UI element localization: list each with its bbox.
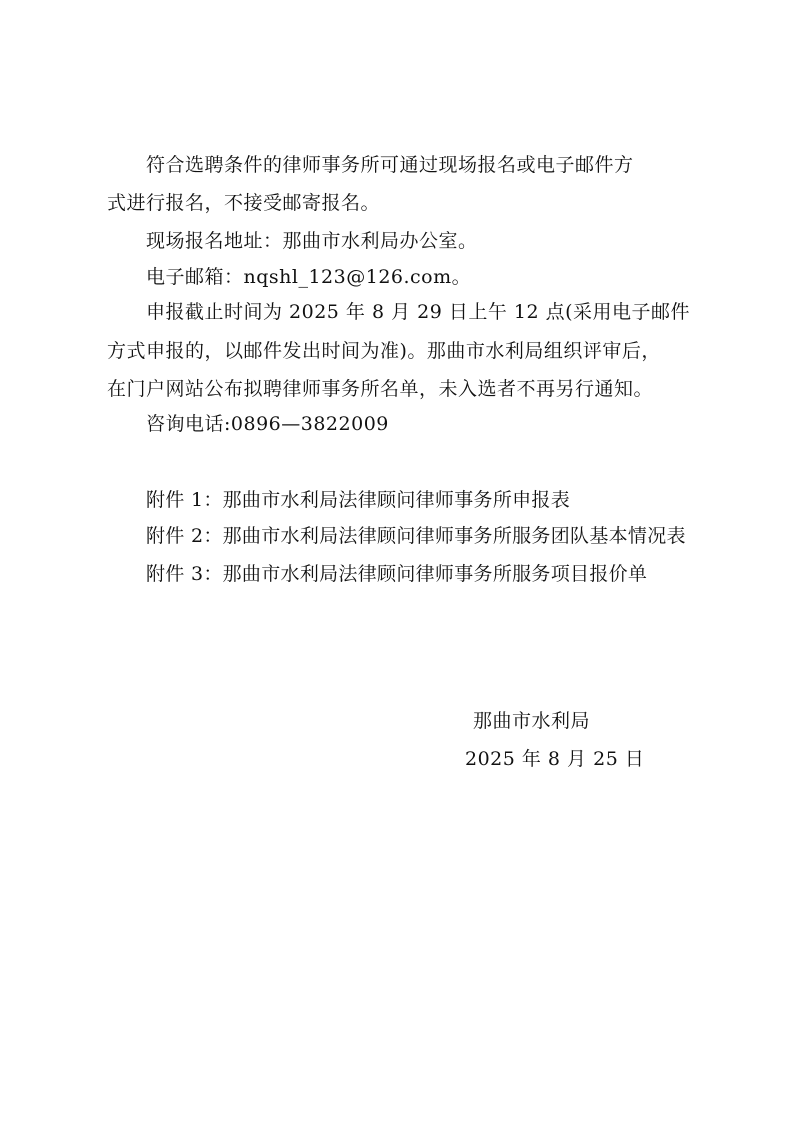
paragraph-phone: 咨询电话:0896—3822009 — [146, 413, 389, 435]
signature-organization: 那曲市水利局 — [473, 710, 591, 732]
attachment-1: 附件 1：那曲市水利局法律顾问律师事务所申报表 — [146, 489, 571, 511]
signature-date: 2025 年 8 月 25 日 — [465, 748, 645, 770]
paragraph-deadline-line-2: 方式申报的，以邮件发出时间为准)。那曲市水利局组织评审后， — [107, 340, 661, 362]
paragraph-email: 电子邮箱：nqshl_123@126.com。 — [146, 266, 472, 288]
attachment-2: 附件 2：那曲市水利局法律顾问律师事务所服务团队基本情况表 — [146, 525, 686, 547]
paragraph-registration-line-1: 符合选聘条件的律师事务所可通过现场报名或电子邮件方 — [146, 154, 634, 176]
paragraph-deadline-line-3: 在门户网站公布拟聘律师事务所名单，未入选者不再另行通知。 — [107, 378, 654, 400]
paragraph-registration-line-2: 式进行报名，不接受邮寄报名。 — [107, 192, 381, 214]
paragraph-deadline-line-1: 申报截止时间为 2025 年 8 月 29 日上午 12 点(采用电子邮件 — [146, 301, 691, 323]
attachment-3: 附件 3：那曲市水利局法律顾问律师事务所服务项目报价单 — [146, 563, 648, 585]
paragraph-onsite-address: 现场报名地址：那曲市水利局办公室。 — [146, 230, 478, 252]
